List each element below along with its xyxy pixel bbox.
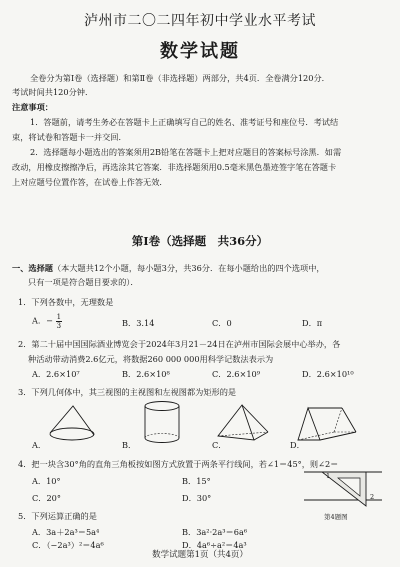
q2-option-a: A．2.6×10⁷ bbox=[32, 369, 80, 379]
q2-line-1: 2．第二十届中国国际酒业博览会于2024年3月21－24日在泸州市国际会展中心举办，各 bbox=[18, 339, 341, 349]
q3-stem: 3．下列几何体中，其三视图的主视图和左视图都为矩形的是 bbox=[18, 387, 237, 397]
q2-option-b: B．2.6×10⁸ bbox=[122, 369, 170, 379]
section-title: 第Ⅰ卷（选择题 共36分） bbox=[131, 234, 269, 248]
q2-option-d: D．2.6×10¹⁰ bbox=[302, 369, 354, 379]
q1-option-a bbox=[32, 313, 62, 330]
q4-figure-caption: 第4题图 bbox=[324, 513, 348, 521]
intro-line-1: 全卷分为第Ⅰ卷（选择题）和第Ⅱ卷（非选择题）两部分，共4页．全卷满分120分． bbox=[30, 73, 330, 83]
q1-option-a-fraction bbox=[56, 313, 62, 330]
q3-option-d: D． bbox=[290, 440, 305, 450]
page-footer: 数学试题第1页（共4页） bbox=[152, 550, 248, 560]
subject-title: 数学试题 bbox=[160, 41, 240, 62]
q4-option-c: C．20° bbox=[32, 493, 61, 503]
q1-stem: 1．下列各数中，无理数是 bbox=[18, 297, 114, 307]
cone-figure bbox=[44, 403, 102, 445]
q1-option-b: B．3.14 bbox=[122, 318, 155, 328]
cylinder-figure bbox=[140, 400, 184, 446]
q1-option-a-prefix: A．− bbox=[32, 315, 53, 326]
q4-option-a: A．10° bbox=[32, 476, 61, 486]
notice-heading: 注意事项： bbox=[12, 102, 53, 112]
q1-fraction-denominator: 3 bbox=[56, 322, 62, 330]
q4-angle-1-label: 1 bbox=[326, 472, 331, 480]
note2-line-1: 2．选择题每小题选出的答案须用2B铅笔在答题卡上把对应题目的答案标号涂黑．如需 bbox=[30, 147, 342, 157]
q5-stem: 5．下列运算正确的是 bbox=[18, 511, 97, 521]
note2-line-3: 上对应题号位置作答，在试卷上作答无效． bbox=[12, 177, 168, 187]
q5-option-a: A．3a＋2a³＝5a⁴ bbox=[32, 527, 100, 537]
exam-title: 泸州市二〇二四年初中学业水平考试 bbox=[84, 13, 316, 29]
q5-option-d: D．4a⁶÷a²＝4a³ bbox=[182, 540, 247, 550]
q2-line-2: 种活动带动消费2.6亿元，将数据260 000 000用科学记数法表示为 bbox=[28, 354, 274, 364]
q2-option-c: C．2.6×10⁹ bbox=[212, 369, 261, 379]
note2-line-2: 改动，用橡皮擦擦净后，再选涂其它答案．非选择题须用0.5毫米黑色墨迹签字笔在答题卡 bbox=[12, 162, 337, 172]
q3-option-c: C． bbox=[212, 440, 227, 450]
intro-line-2: 考试时间共120分钟． bbox=[12, 87, 94, 97]
section-heading bbox=[12, 262, 325, 274]
section-heading-line-2: 只有一项是符合题目要求的）． bbox=[28, 277, 139, 287]
q1-option-d: D．π bbox=[302, 318, 323, 328]
q4-figure bbox=[304, 466, 384, 510]
q4-angle-2-label: 2 bbox=[370, 493, 375, 501]
q4-option-b: B．15° bbox=[182, 476, 211, 486]
q1-option-c: C．0 bbox=[212, 318, 232, 328]
section-heading-bold: 一、选择题 bbox=[12, 263, 53, 273]
note1-line-2: 束，将试卷和答题卡一并交回． bbox=[12, 132, 127, 142]
q5-option-b: B．3a²·2a³＝6a⁶ bbox=[182, 527, 248, 537]
q4-stem: 4．把一块含30°角的直角三角板按如图方式放置于两条平行线间，若∠1＝45°，则∠2＝ bbox=[18, 459, 339, 469]
q3-option-a: A． bbox=[32, 440, 47, 450]
q4-option-d: D．30° bbox=[182, 493, 212, 503]
q5-option-c: C．（−2a³）²＝4a⁶ bbox=[32, 540, 104, 550]
q1-fraction-numerator: 1 bbox=[56, 313, 62, 321]
q3-option-b: B． bbox=[122, 440, 137, 450]
section-heading-rest: （本大题共12个小题，每小题3分，共36分．在每小题给出的四个选项中， bbox=[52, 263, 325, 273]
note1-line-1: 1．答题前，请考生务必在答题卡上正确填写自己的姓名、准考证号和座位号．考试结 bbox=[30, 117, 339, 127]
